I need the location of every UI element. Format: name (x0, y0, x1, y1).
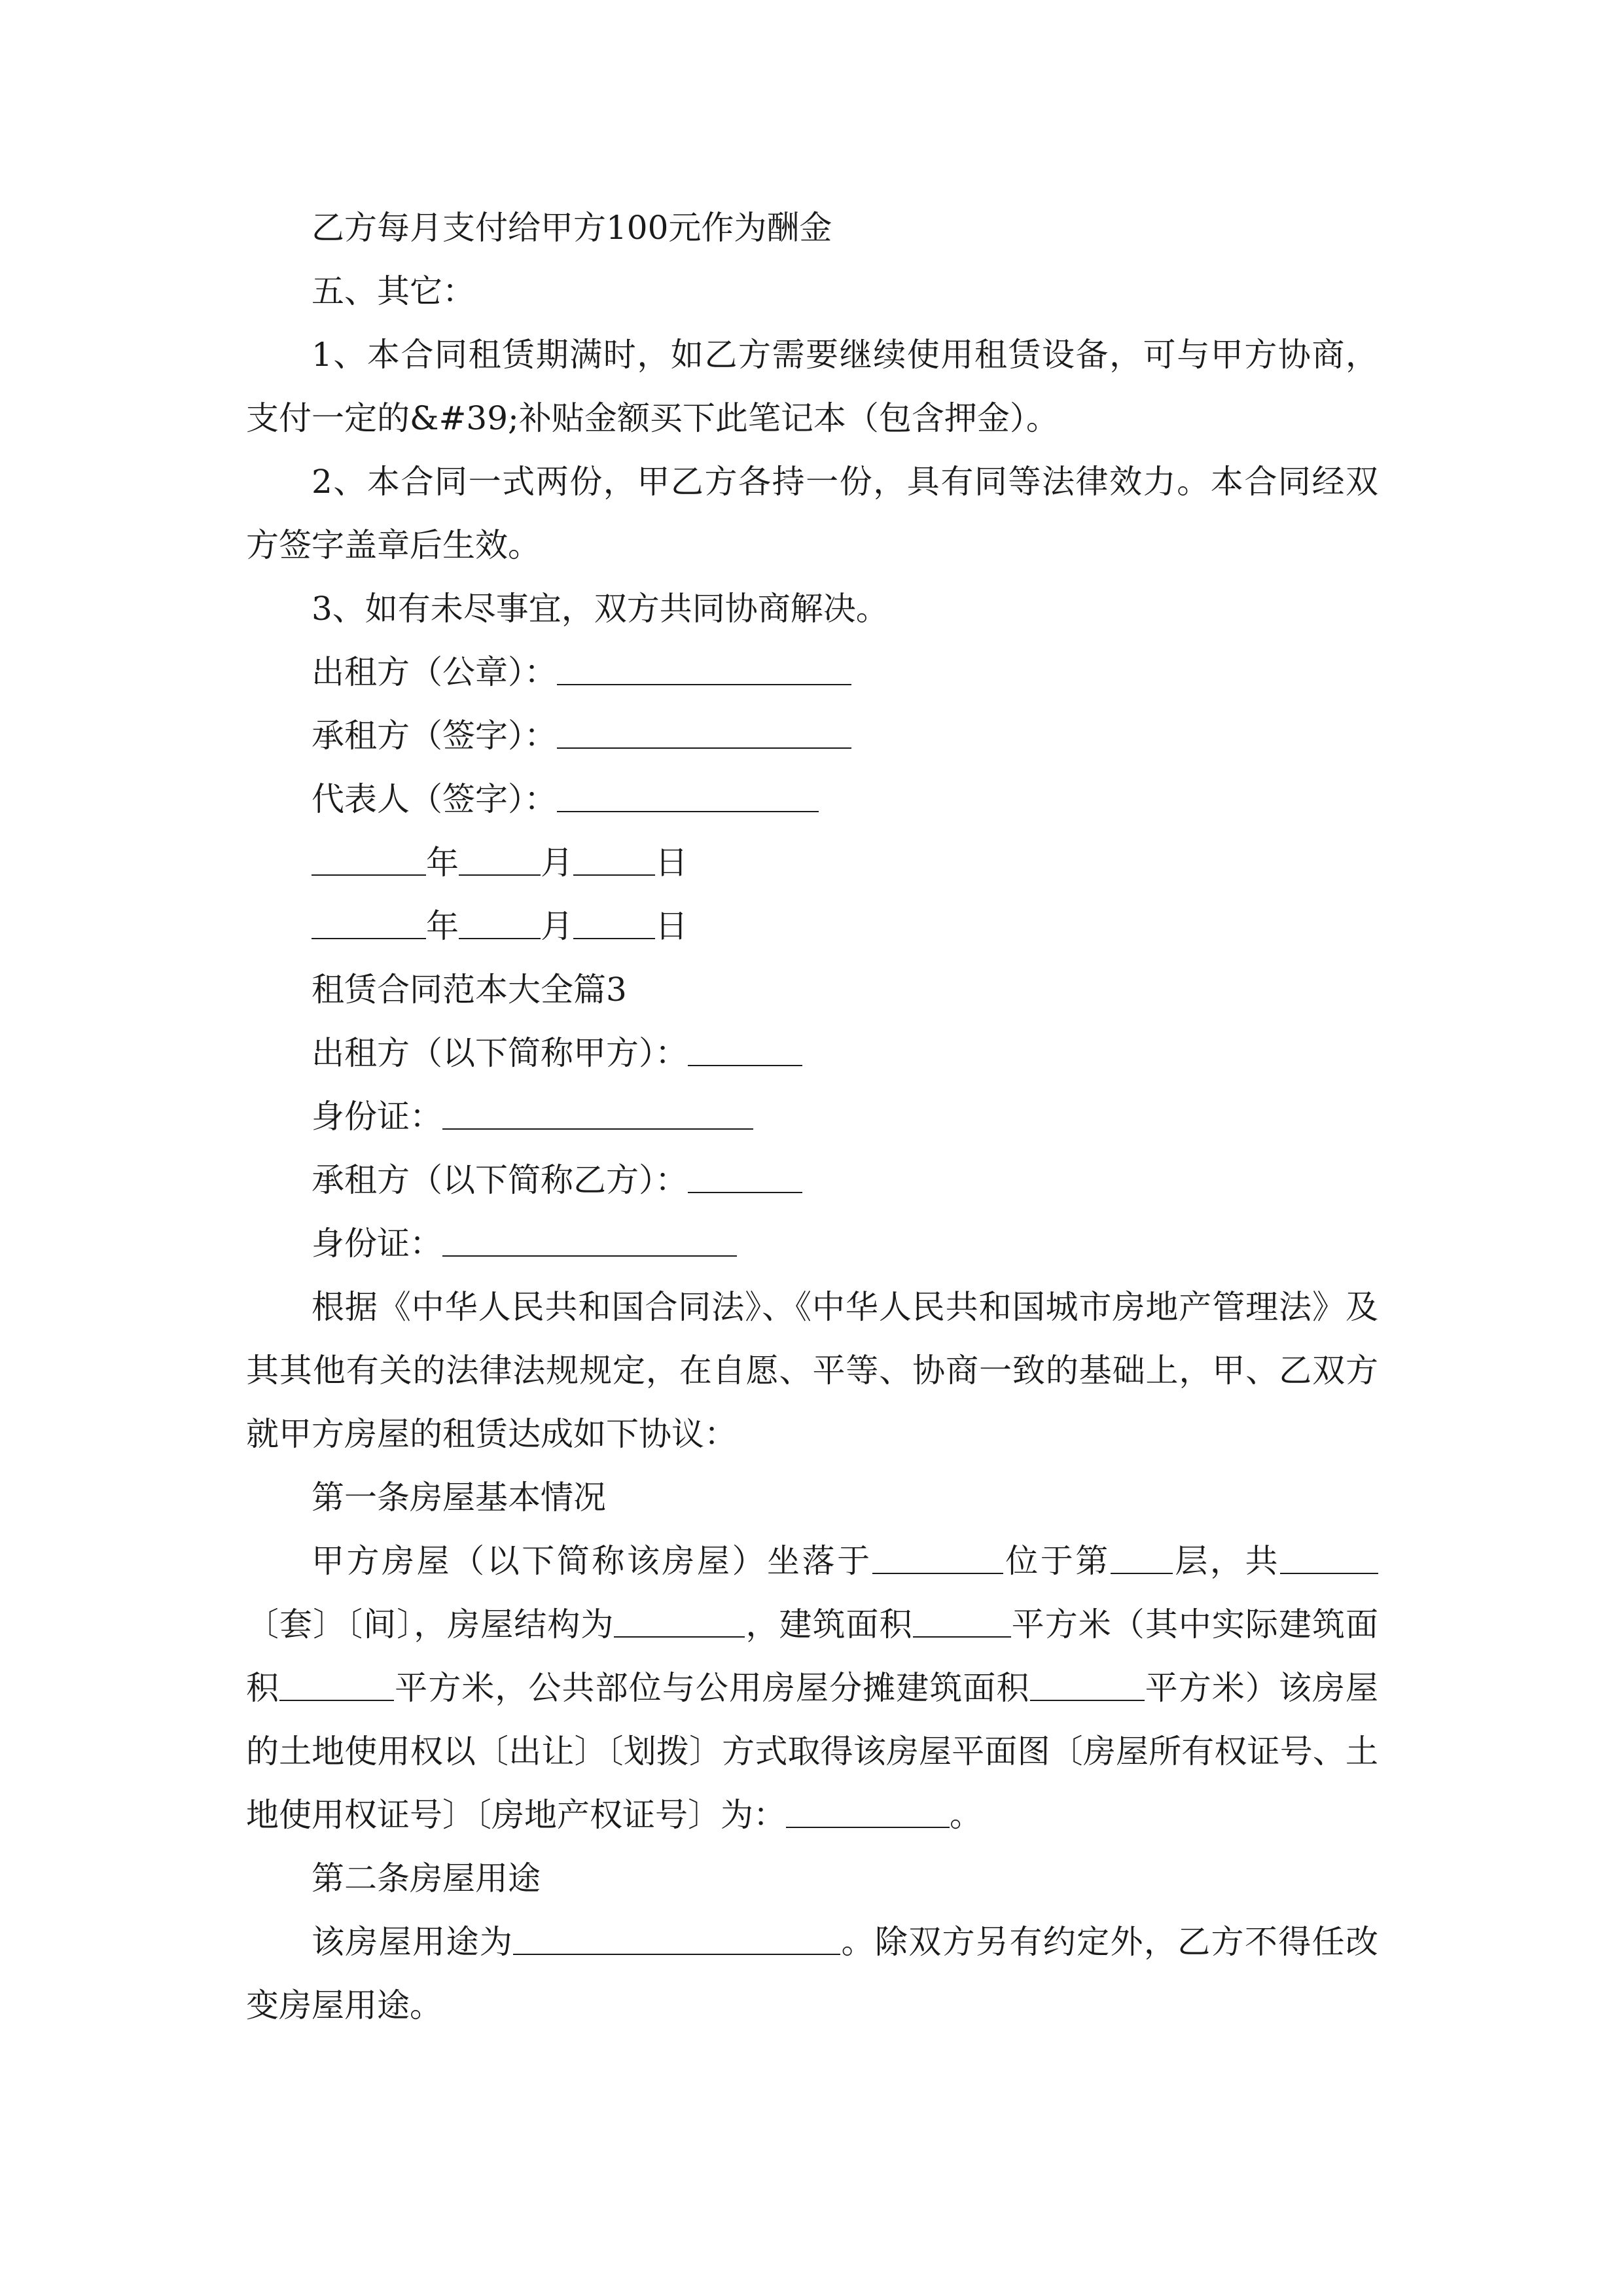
date-line-2 (246, 895, 1378, 958)
art1-text: 〔套〕〔间〕，房屋结构为 (246, 1605, 615, 1643)
section-heading-other (246, 260, 1378, 323)
clause-1-text: 1、本合同租赁期满时，如乙方需要继续使用租赁设备，可与甲方协商，支付一定的&#39;补贴金额买下此笔记本（包含押金）。 (246, 336, 1378, 437)
art1-text: 平方米，公共部位与公用房屋分摊建筑面积 (394, 1669, 1030, 1707)
year-blank (312, 908, 426, 939)
article-1-body (246, 1530, 1378, 1847)
art1-text: 平方米（其中实际建筑面积 (246, 1605, 1379, 1707)
day-label: 日 (655, 907, 688, 945)
rep-sign-label: 代表人（签字）： (312, 780, 557, 818)
clause-3 (246, 577, 1378, 641)
signature-representative (246, 768, 1378, 831)
floor-blank (1111, 1543, 1173, 1574)
area-blank (913, 1607, 1011, 1638)
clause-1 (246, 323, 1378, 450)
certificate-blank (786, 1797, 950, 1828)
clause-2-text: 2、本合同一式两份，甲乙方各持一份，具有同等法律效力。本合同经双方签字盖章后生效。 (246, 463, 1378, 564)
shared-area-blank (1030, 1670, 1145, 1701)
art1-text: 层，共 (1172, 1542, 1281, 1580)
usage-blank (513, 1924, 840, 1955)
day-label: 日 (655, 844, 688, 882)
party-lessee-id (246, 1212, 1378, 1276)
actual-area-blank (279, 1670, 394, 1701)
art1-text: 平方米）该房屋的土地使用权以〔出让〕〔划拨〕方式取得该房屋平面图〔房屋所有权证号、土地使用权证号〕〔房地产权证号〕为： (246, 1669, 1379, 1834)
article-1-title (246, 1466, 1378, 1530)
location-blank (872, 1543, 1003, 1574)
party-lessee (246, 1149, 1378, 1212)
rep-sign-line (557, 781, 819, 812)
month-label: 月 (541, 907, 573, 945)
article-title-text: 第一条房屋基本情况 (312, 1479, 606, 1516)
art1-text: 甲方房屋（以下简称该房屋）坐落于 (312, 1542, 872, 1580)
id-line (442, 1226, 737, 1257)
signature-lessee-sign (246, 704, 1378, 768)
paragraph-payment (246, 196, 1378, 260)
month-blank (459, 908, 541, 939)
date-line-1 (246, 831, 1378, 895)
article-2-body (246, 1910, 1378, 2037)
id-label: 身份证： (312, 1225, 442, 1263)
lessor-seal-label: 出租方（公章）： (312, 653, 557, 691)
day-blank (573, 845, 655, 876)
year-blank (312, 845, 426, 876)
year-label: 年 (426, 844, 459, 882)
payment-text: 乙方每月支付给甲方100元作为酬金 (312, 209, 832, 247)
article-title-text: 第二条房屋用途 (312, 1859, 541, 1897)
art2-text: 该房屋用途为 (312, 1923, 514, 1961)
article-2-title (246, 1847, 1378, 1910)
art1-text: ，建筑面积 (745, 1605, 913, 1643)
lessee-line (688, 1162, 802, 1193)
section-heading-text: 五、其它： (312, 272, 475, 310)
units-blank (1280, 1543, 1378, 1574)
lessee-sign-line (557, 718, 851, 749)
year-label: 年 (426, 907, 459, 945)
party-lessor (246, 1022, 1378, 1085)
month-blank (459, 845, 541, 876)
document-page (246, 196, 1378, 2037)
clause-2 (246, 450, 1378, 577)
art1-text: 。 (950, 1796, 982, 1834)
party-lessor-id (246, 1085, 1378, 1149)
art1-text: 位于第 (1003, 1542, 1111, 1580)
day-blank (573, 908, 655, 939)
art2-text: 。除双方另有约定外，乙方不得任改变房屋用途。 (246, 1923, 1379, 2024)
lessee-label: 承租方（以下简称乙方）： (312, 1161, 688, 1199)
structure-blank (614, 1607, 745, 1638)
signature-lessor-seal (246, 641, 1378, 704)
lessor-line (688, 1035, 802, 1066)
legal-basis-paragraph (246, 1276, 1378, 1466)
legal-basis-text: 根据《中华人民共和国合同法》、《中华人民共和国城市房地产管理法》及其其他有关的法律法规规定，在自愿、平等、协商一致的基础上，甲、乙双方就甲方房屋的租赁达成如下协议： (246, 1288, 1378, 1453)
id-label: 身份证： (312, 1098, 442, 1136)
id-line (442, 1099, 753, 1130)
contract-heading-text: 租赁合同范本大全篇3 (312, 971, 627, 1009)
month-label: 月 (541, 844, 573, 882)
contract-heading-3 (246, 958, 1378, 1022)
lessee-sign-label: 承租方（签字）： (312, 717, 557, 755)
lessor-seal-line (557, 655, 851, 685)
lessor-label: 出租方（以下简称甲方）： (312, 1034, 688, 1072)
clause-3-text: 3、如有未尽事宜，双方共同协商解决。 (312, 590, 889, 628)
